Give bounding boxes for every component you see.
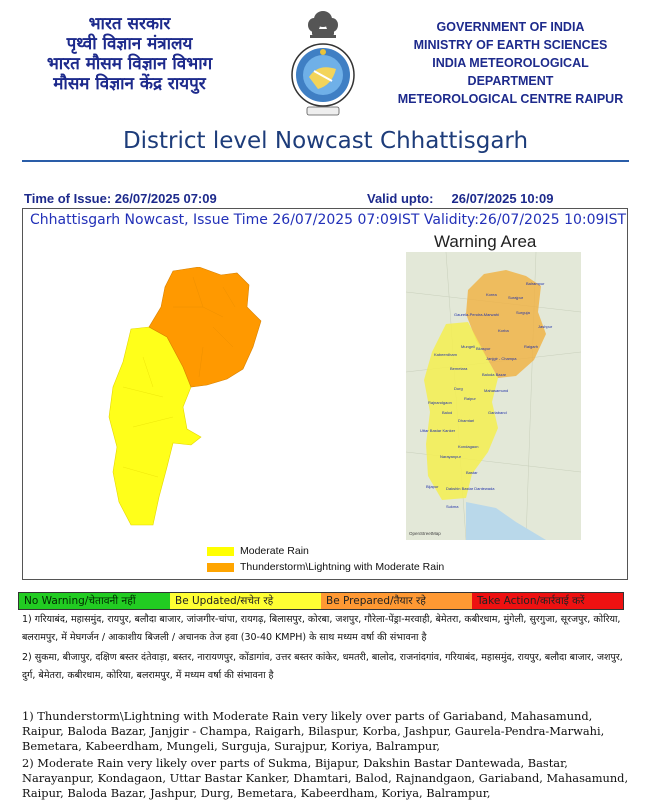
valid-upto: Valid upto: 26/07/2025 10:09 <box>367 191 554 206</box>
severity-no-warning: No Warning/चेतावनी नहीं <box>19 593 170 609</box>
imd-emblem-icon <box>288 5 358 120</box>
osm-label: Bijapur <box>426 484 439 489</box>
osm-label: Durg <box>454 386 463 391</box>
header-english-line: METEOROLOGICAL CENTRE RAIPUR <box>397 92 624 106</box>
issue-time: Time of Issue: 26/07/2025 07:09 <box>24 191 217 206</box>
osm-label: Raigarh <box>524 344 539 349</box>
header-hindi <box>22 14 237 94</box>
osm-label: Dakshin Bastar Dantewada <box>446 486 495 491</box>
osm-label: Balod <box>442 410 453 415</box>
english-warnings <box>22 709 632 803</box>
osm-label: Bemetara <box>450 366 468 371</box>
severity-be-prepared: Be Prepared/तैयार रहे <box>321 593 472 609</box>
legend-item-moderate-rain <box>207 544 309 558</box>
warning-area-title: Warning Area <box>434 232 537 251</box>
legend-label: Moderate Rain <box>240 545 309 557</box>
header-english-line: INDIA METEOROLOGICAL DEPARTMENT <box>432 56 589 88</box>
header-hindi-line: मौसम विज्ञान केंद्र रायपुर <box>53 74 206 94</box>
osm-label: Gariaband <box>488 410 507 415</box>
osm-label: Jashpur <box>538 324 553 329</box>
osm-label: Dhamtari <box>458 418 475 423</box>
english-warning-2: 2) Moderate Rain very likely over parts of Sukma, Bijapur, Dakshin Bastar Dantewada, Bastar, Narayanpur, Kondagaon, Uttar Bastar Kanker, Dhamtari, Balod, Rajnandgaon, Gariaband, Mahasamund, Raipur, Baloda Bazar, Jashpur, Durg, Bemetara, Kabeerdham, Koriya, Balrampur, <box>22 756 629 800</box>
severity-take-action: Take Action/कार्रवाई करें <box>472 593 623 609</box>
osm-label: Mahasamund <box>484 388 509 393</box>
header-hindi-line: पृथ्वी विज्ञान मंत्रालय <box>66 34 193 54</box>
legend-swatch <box>207 547 234 556</box>
header-english-line: MINISTRY OF EARTH SCIENCES <box>413 38 608 52</box>
osm-label: Narayanpur <box>440 454 461 459</box>
hindi-warnings <box>22 611 627 687</box>
legend-label: Thunderstorm\Lightning with Moderate Rain <box>240 561 445 573</box>
osm-label: Kondagaon <box>458 444 479 449</box>
osm-label: Balrampur <box>526 281 545 286</box>
osm-label: Surguja <box>516 310 530 315</box>
osm-label: Kabeerdham <box>434 352 457 357</box>
map-caption: Chhattisgarh Nowcast, Issue Time 26/07/2025 07:09IST Validity:26/07/2025 10:09IST <box>30 212 627 228</box>
osm-label: Surajpur <box>508 295 524 300</box>
legend-swatch <box>207 563 234 572</box>
header-hindi-line: भारत सरकार <box>88 14 171 34</box>
osm-label: Bilaspur <box>476 346 491 351</box>
title-divider <box>22 160 629 162</box>
header-hindi-line: भारत मौसम विज्ञान विभाग <box>46 54 213 74</box>
chhattisgarh-warning-map <box>103 267 283 532</box>
hindi-warning-2: 2) सुकमा, बीजापुर, दक्षिण बस्तर दंतेवाड़ा, बस्तर, नारायणपुर, कोंडागांव, उत्तर बस्तर कांकेर, धमतरी, बालोद, राजनांदगांव, गरियाबंद, महासमुंद, रायपुर, बलौदा बाजार, जशपुर, दुर्ग, बेमेतरा, कबीरधाम, कोरिया, बलरामपुर, में मध्यम वर्षा की संभावना है <box>22 652 623 681</box>
osm-label: Raipur <box>464 396 476 401</box>
osm-label: Bastar <box>466 470 478 475</box>
severity-be-updated: Be Updated/सचेत रहे <box>170 593 321 609</box>
issue-row <box>24 191 624 206</box>
page-title: District level Nowcast Chhattisgarh <box>122 128 529 154</box>
osm-label: Rajnandgaon <box>428 400 452 405</box>
osm-label: Uttar Bastar Kanker <box>420 428 456 433</box>
osm-attribution: OpenStreetMap <box>409 531 441 536</box>
map-legend <box>203 542 449 576</box>
osm-label: Gaurela-Pendra-Marwahi <box>454 312 499 317</box>
header-english <box>388 18 633 108</box>
osm-label: Janjgir - Champa <box>486 356 517 361</box>
legend-item-thunderstorm <box>207 560 444 574</box>
nowcast-map-panel <box>22 208 628 580</box>
header-english-line: GOVERNMENT OF INDIA <box>436 20 585 34</box>
osm-label: Sukma <box>446 504 459 509</box>
english-warning-1: 1) Thunderstorm\Lightning with Moderate Rain very likely over parts of Gariaband, Mahasamund, Raipur, Baloda Bazar, Janjgir - Champa, Raigarh, Bilaspur, Korba, Jashpur, Gaurela-Pendra-Marwahi, Bemetara, Kabeerdham, Mungeli, Surguja, Surajpur, Koriya, Balrampur, <box>22 709 605 753</box>
osm-label: Korea <box>486 292 497 297</box>
osm-warning-area-map <box>406 252 581 540</box>
osm-label: Baloda Bazar <box>482 372 507 377</box>
osm-label: Korba <box>498 328 509 333</box>
hindi-warning-1: 1) गरियाबंद, महासमुंद, रायपुर, बलौदा बाजार, जांजगीर-चांपा, रायगढ़, बिलासपुर, कोरबा, जशपुर, गौरेला-पेंड्रा-मरवाही, बेमेतरा, कबीरधाम, मुंगेली, सुरगुजा, सूरजपुर, कोरिया, बलरामपुर, में मेघगर्जन / आकाशीय बिजली / अचानक तेज हवा (30-40 KMPH) के साथ मध्यम वर्षा की संभावना है <box>22 614 621 643</box>
severity-scale <box>18 592 624 610</box>
osm-label: Mungeli <box>461 344 476 349</box>
